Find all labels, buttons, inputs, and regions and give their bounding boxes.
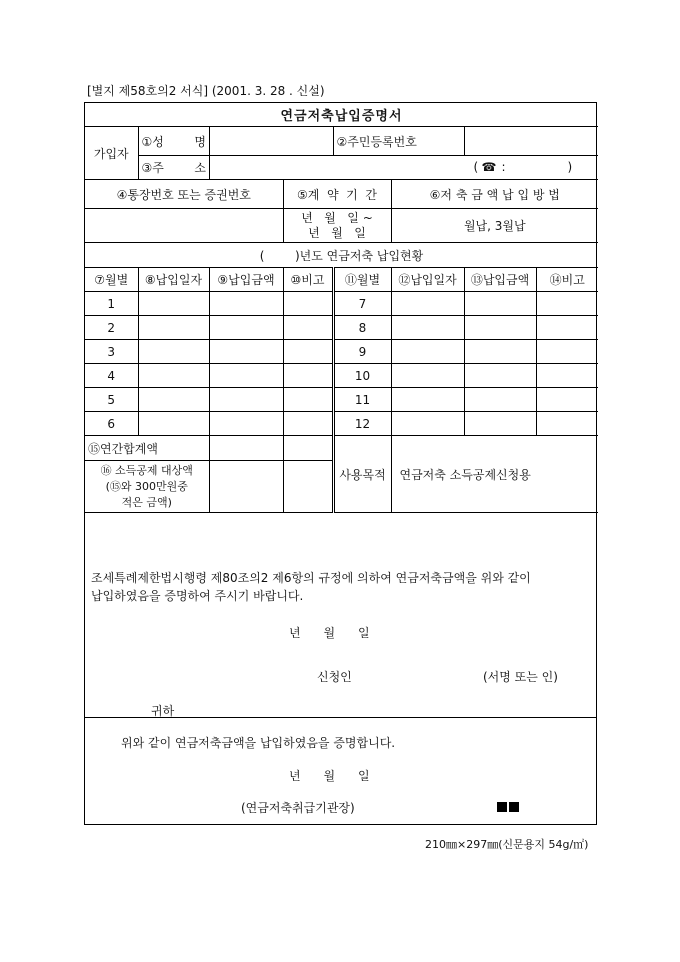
month-cell: 8 <box>333 316 391 340</box>
phone-icon: ☎ <box>481 160 497 174</box>
remark-cell[interactable] <box>536 412 598 436</box>
subscriber-label: 가입자 <box>85 127 138 180</box>
month-cell: 3 <box>85 340 138 364</box>
seal-icon <box>497 801 521 815</box>
statement-line2: 납입하였음을 증명하여 주시기 바랍니다. <box>91 589 304 603</box>
table-row <box>85 364 598 388</box>
header-amount-right: ⑬납입금액 <box>464 268 536 292</box>
month-cell: 11 <box>333 388 391 412</box>
application-statement <box>85 549 596 718</box>
header-amount-left: ⑨납입금액 <box>209 268 283 292</box>
remark-cell[interactable] <box>283 412 333 436</box>
remark-cell[interactable] <box>283 292 333 316</box>
remark-cell[interactable] <box>283 340 333 364</box>
amount-cell[interactable] <box>464 364 536 388</box>
amount-cell[interactable] <box>209 292 283 316</box>
remark-cell[interactable] <box>536 388 598 412</box>
amount-cell[interactable] <box>209 412 283 436</box>
header-remark-left: ⑩비고 <box>283 268 333 292</box>
table-row <box>85 412 598 436</box>
phone-colon: : <box>501 160 506 174</box>
remark-cell[interactable] <box>536 340 598 364</box>
status-title: ( )년도 연금저축 납입현황 <box>85 243 598 268</box>
amount-cell[interactable] <box>464 316 536 340</box>
certification-section <box>85 717 596 825</box>
table-row <box>85 292 598 316</box>
header-date-left: ⑧납입일자 <box>138 268 209 292</box>
header-remark-right: ⑭비고 <box>536 268 598 292</box>
address-field[interactable] <box>209 156 598 180</box>
remark-cell[interactable] <box>283 316 333 340</box>
header-month-left: ⑦월별 <box>85 268 138 292</box>
month-cell: 4 <box>85 364 138 388</box>
certification-date: 년 월 일 <box>289 769 370 783</box>
table-row <box>85 388 598 412</box>
remark-cell[interactable] <box>283 364 333 388</box>
contract-period-label: ⑤계 약 기 간 <box>283 180 391 209</box>
deduction-remark[interactable] <box>283 461 333 513</box>
amount-cell[interactable] <box>209 340 283 364</box>
amount-cell[interactable] <box>209 316 283 340</box>
amount-cell[interactable] <box>464 340 536 364</box>
date-cell[interactable] <box>138 316 209 340</box>
paper-size-note: 210㎜×297㎜(신문용지 54g/㎡) <box>425 838 589 851</box>
month-cell: 5 <box>85 388 138 412</box>
institution-label: (연금저축취급기관장) <box>241 801 355 815</box>
header-date-right: ⑫납입일자 <box>391 268 464 292</box>
amount-cell[interactable] <box>464 388 536 412</box>
date-cell[interactable] <box>391 364 464 388</box>
date-cell[interactable] <box>391 388 464 412</box>
month-cell: 1 <box>85 292 138 316</box>
contract-period-field[interactable] <box>283 209 391 243</box>
rrn-label: ②주민등록번호 <box>333 127 464 156</box>
name-label: ①성 명 <box>138 127 209 156</box>
annual-total-remark[interactable] <box>283 436 333 461</box>
month-cell: 2 <box>85 316 138 340</box>
phone-close: ) <box>567 160 573 174</box>
payment-method-value: 월납, 3월납 <box>391 209 598 243</box>
certification-text: 위와 같이 연금저축금액을 납입하였음을 증명합니다. <box>121 736 396 750</box>
remark-cell[interactable] <box>536 292 598 316</box>
phone-open: ( <box>473 160 479 174</box>
amount-cell[interactable] <box>464 292 536 316</box>
amount-cell[interactable] <box>464 412 536 436</box>
month-cell: 9 <box>333 340 391 364</box>
form-reference: [별지 제58호의2 서식] (2001. 3. 28 . 신설) <box>87 84 325 98</box>
applicant-label: 신청인 <box>317 670 352 684</box>
table-row <box>85 340 598 364</box>
month-cell: 7 <box>333 292 391 316</box>
period-end: 년 월 일 <box>308 225 366 240</box>
month-cell: 6 <box>85 412 138 436</box>
period-start: 년 월 일 ~ <box>301 210 373 225</box>
remark-cell[interactable] <box>536 316 598 340</box>
date-cell[interactable] <box>391 316 464 340</box>
date-cell[interactable] <box>391 412 464 436</box>
statement-line1: 조세특례제한법시행령 제80조의2 제6항의 규정에 의하여 연금저축금액을 위와 같이 <box>91 571 531 585</box>
deduction-label-line3: 적은 금액) <box>121 495 172 509</box>
deduction-label <box>85 461 209 513</box>
annual-total-amount[interactable] <box>209 436 283 461</box>
amount-cell[interactable] <box>209 388 283 412</box>
deduction-amount[interactable] <box>209 461 283 513</box>
form-table <box>85 103 598 513</box>
account-number-label: ④통장번호 또는 증권번호 <box>85 180 283 209</box>
date-cell[interactable] <box>138 292 209 316</box>
application-date: 년 월 일 <box>289 626 370 640</box>
date-cell[interactable] <box>138 340 209 364</box>
signature-label: (서명 또는 인) <box>483 670 558 684</box>
purpose-label: 사용목적 <box>333 436 391 513</box>
header-month-right: ⑪월별 <box>333 268 391 292</box>
date-cell[interactable] <box>391 292 464 316</box>
payment-method-label: ⑥저 축 금 액 납 입 방 법 <box>391 180 598 209</box>
name-field[interactable] <box>209 127 333 156</box>
date-cell[interactable] <box>138 364 209 388</box>
remark-cell[interactable] <box>536 364 598 388</box>
deduction-label-line1: ⑯ 소득공제 대상액 <box>100 463 193 477</box>
annual-total-label: ⑮연간합계액 <box>85 436 209 461</box>
purpose-value: 연금저축 소득공제신청용 <box>391 436 598 513</box>
table-row <box>85 316 598 340</box>
certificate-form <box>84 102 597 825</box>
date-cell[interactable] <box>138 388 209 412</box>
statement-text <box>91 569 586 605</box>
addressee-label: 귀하 <box>151 704 175 718</box>
address-label: ③주 소 <box>138 156 209 180</box>
date-cell[interactable] <box>391 340 464 364</box>
deduction-label-line2: (⑮와 300만원중 <box>105 479 188 493</box>
form-title: 연금저축납입증명서 <box>85 103 598 127</box>
date-cell[interactable] <box>138 412 209 436</box>
rrn-field[interactable] <box>464 127 598 156</box>
month-cell: 10 <box>333 364 391 388</box>
month-cell: 12 <box>333 412 391 436</box>
remark-cell[interactable] <box>283 388 333 412</box>
amount-cell[interactable] <box>209 364 283 388</box>
account-number-field[interactable] <box>85 209 283 243</box>
